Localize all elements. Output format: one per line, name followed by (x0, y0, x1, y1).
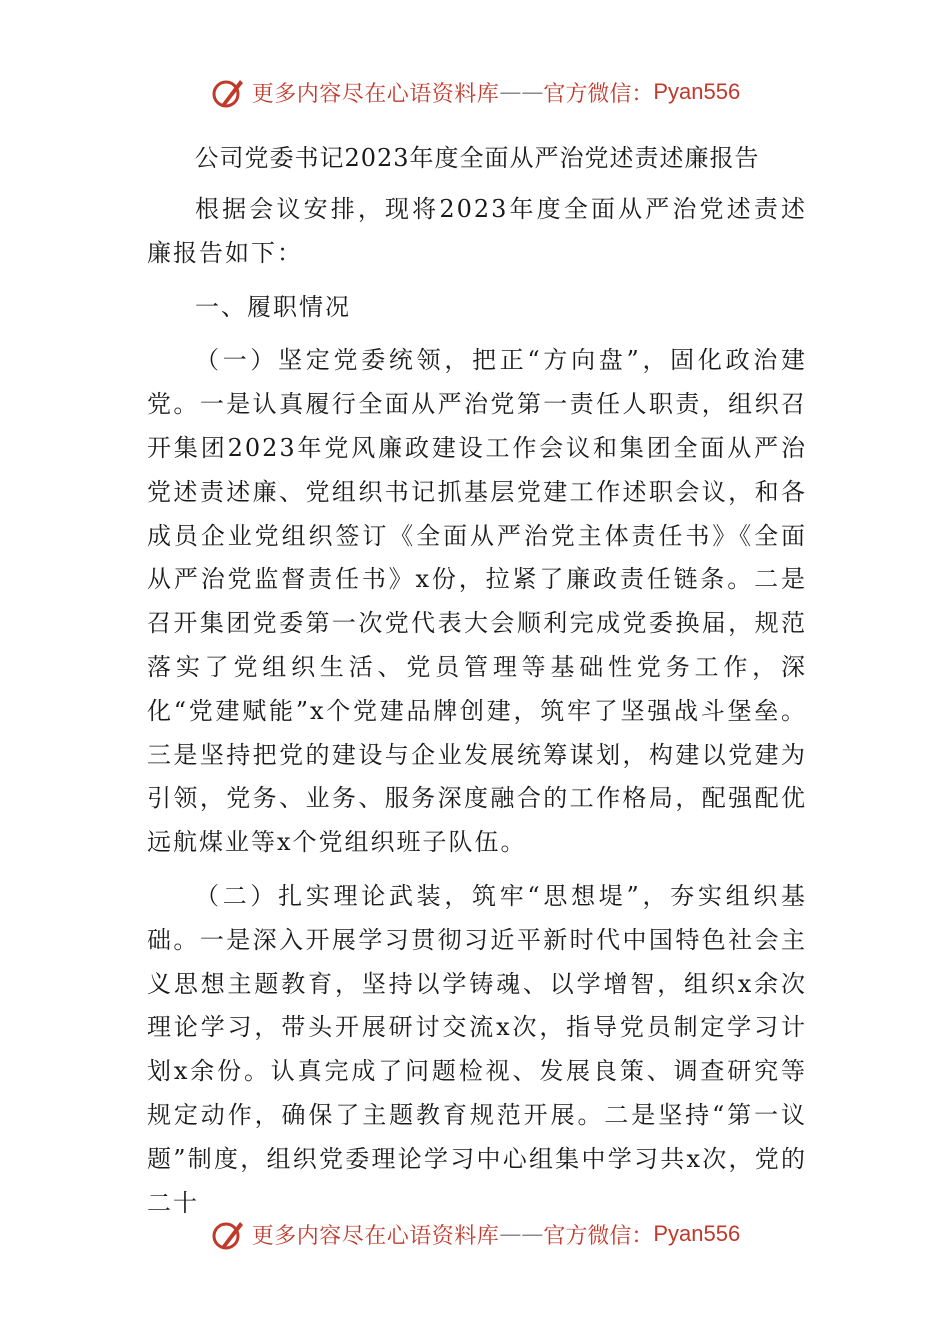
watermark-contact-label: 官方微信： (543, 81, 654, 107)
watermark-brand-text: 更多内容尽在心语资料库 (251, 1223, 500, 1249)
quill-pen-circle-icon (210, 74, 246, 110)
body-paragraph-2: （二）扎实理论武装，筑牢“思想堤”，夯实组织基础。一是深入开展学习贯彻习近平新时代中国特色社会主义思想主题教育，坚持以学铸魂、以学增智，组织x余次理论学习，带头开展研讨交流x次，指导党员制定学习计划x余份。认真完成了问题检视、发展良策、调查研究等规定动作，确保了主题教育规范开展。二是坚持“第一议题”制度，组织党委理论学习中心组集中学习共x次，党的二十 (147, 881, 807, 1217)
intro-paragraph: 根据会议安排，现将2023年度全面从严治党述责述廉报告如下： (147, 195, 807, 267)
watermark-wechat-id: Pyan556 (653, 1221, 741, 1246)
watermark-separator: —— (499, 1221, 544, 1247)
document-body (147, 138, 807, 1235)
watermark-banner-top (0, 70, 950, 114)
document-title: 公司党委书记2023年度全面从严治党述责述廉报告 (194, 144, 760, 172)
watermark-banner-bottom (0, 1212, 950, 1256)
quill-pen-circle-icon (210, 1216, 246, 1252)
watermark-separator: —— (499, 79, 544, 105)
watermark-brand-text: 更多内容尽在心语资料库 (251, 81, 500, 107)
watermark-contact-label: 官方微信： (543, 1223, 654, 1249)
watermark-wechat-id: Pyan556 (653, 79, 741, 104)
body-paragraph-1: （一）坚定党委统领，把正“方向盘”，固化政治建党。一是认真履行全面从严治党第一责任人职责，组织召开集团2023年党风廉政建设工作会议和集团全面从严治党述责述廉、党组织书记抓基层党建工作述职会议，和各成员企业党组织签订《全面从严治党主体责任书》《全面从严治党监督责任书》x份，拉紧了廉政责任链条。二是召开集团党委第一次党代表大会顺利完成党委换届，规范落实了党组织生活、党员管理等基础性党务工作，深化“党建赋能”x个党建品牌创建，筑牢了坚强战斗堡垒。三是坚持把党的建设与企业发展统筹谋划，构建以党建为引领，党务、业务、服务深度融合的工作格局，配强配优远航煤业等x个党组织班子队伍。 (147, 346, 807, 857)
section-heading: 一、履职情况 (195, 292, 351, 321)
